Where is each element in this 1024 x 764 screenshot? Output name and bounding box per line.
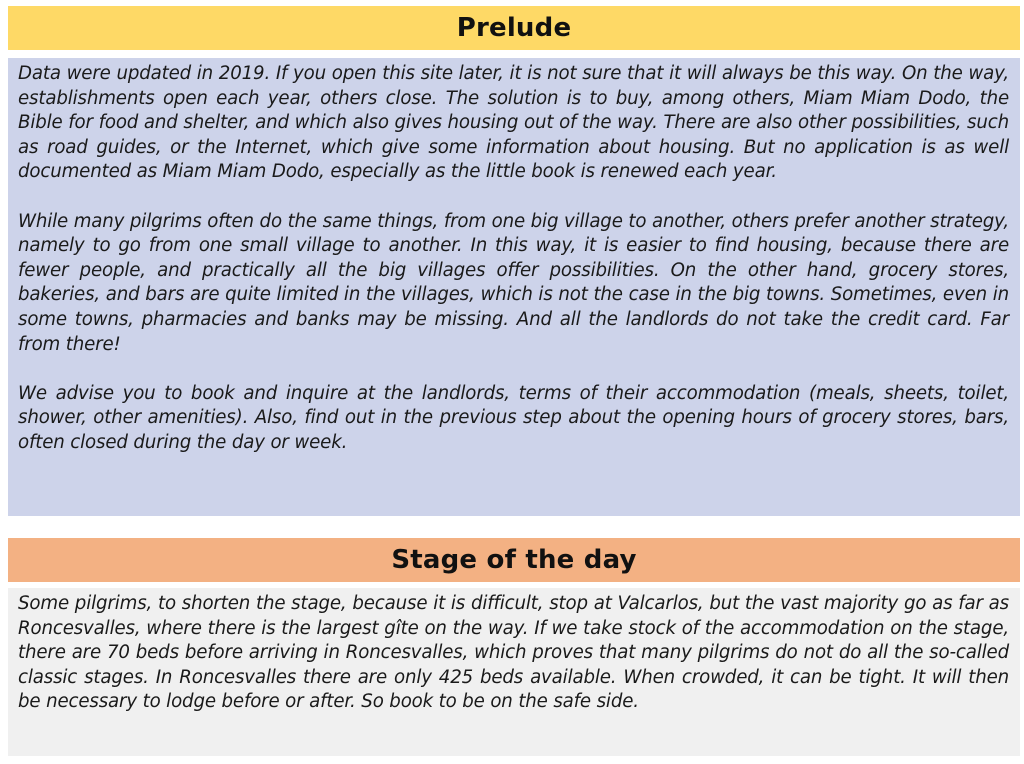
prelude-paragraph: We advise you to book and inquire at the landlords, terms of their accommodation (meals, sheets, toilet, shower, other amenities). Also, find out in the previous step about the opening hours of grocery stores, bars, often closed during the day or week. <box>18 382 1009 453</box>
prelude-paragraph: While many pilgrims often do the same things, from one big village to another, others prefer another strategy, namely to go from one small village to another. In this way, it is easier to find housing, because there are fewer people, and practically all the big villages offer possibilities. On the other hand, grocery stores, bakeries, and bars are quite limited in the villages, which is not the case in the big towns. Sometimes, even in some towns, pharmacies and banks may be missing. And all the landlords do not take the credit card. Far from there! <box>18 210 1009 355</box>
stage-paragraph: Some pilgrims, to shorten the stage, because it is difficult, stop at Valcarlos, but the vast majority go as far as Roncesvalles, where there is the largest gîte on the way. If we take stock of the accommodation on the stage, there are 70 beds before arriving in Roncesvalles, which proves that many pilgrims do not do all the so-called classic stages. In Roncesvalles there are only 425 beds available. When crowded, it can be tight. It will then be necessary to lodge before or after. So book to be on the safe side. <box>18 593 1009 713</box>
prelude-paragraph: Data were updated in 2019. If you open this site later, it is not sure that it will always be this way. On the way, establishments open each year, others close. The solution is to buy, among others, Miam Miam Dodo, the Bible for food and shelter, and which also gives housing out of the way. There are also other possibilities, such as road guides, or the Internet, which give some information about housing. But no application is as well documented as Miam Miam Dodo, especially as the little book is renewed each year. <box>18 63 1009 183</box>
prelude-title: Prelude <box>456 13 572 43</box>
prelude-heading <box>8 6 1020 50</box>
prelude-text-box <box>8 58 1020 516</box>
stage-text-box <box>8 588 1020 756</box>
stage-title: Stage of the day <box>391 545 637 575</box>
stage-heading <box>8 538 1020 582</box>
